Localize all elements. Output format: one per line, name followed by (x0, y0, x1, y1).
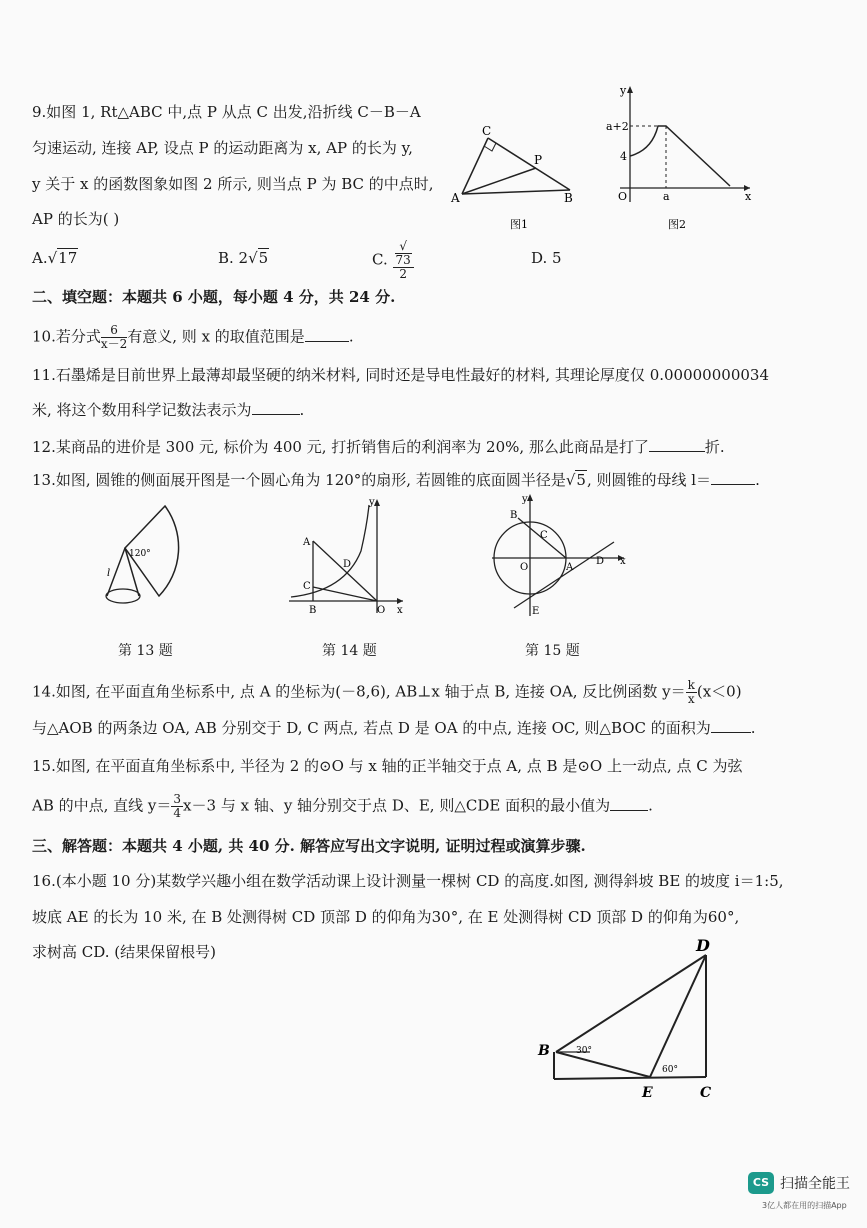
fig2-caption: 图2 (668, 218, 686, 231)
fig13-l: l (107, 568, 111, 579)
section-3-heading: 三、解答题：本题共 4 小题, 共 40 分. 解答应写出文字说明, 证明过程或演算步骤. (32, 837, 586, 855)
fig2-label-4: 4 (620, 150, 627, 163)
fig2-label-a: a (663, 190, 670, 203)
fig1-segment-ap (462, 168, 536, 194)
q11-line1: 11.石墨烯是目前世界上最薄却最坚硬的纳米材料, 同时还是导电性最好的材料, 其理论厚度仅 0.00000000034 (32, 366, 769, 384)
caption-14: 第 14 题 (322, 643, 377, 659)
fig13-cone (95, 500, 205, 615)
q11-line2: 米, 将这个数用科学记数法表示为 . (32, 401, 305, 419)
fig1-label-c: C (482, 124, 492, 138)
svg-text:30°: 30° (576, 1046, 592, 1056)
svg-text:D: D (596, 556, 605, 567)
svg-text:E: E (532, 606, 540, 617)
svg-text:D: D (696, 936, 710, 955)
q16-figure (530, 935, 730, 1105)
fig2-label-y: y (620, 84, 627, 97)
svg-text:x: x (620, 556, 626, 567)
fig1-segment-cb (488, 138, 570, 190)
q9-line4: AP 的长为( ) (32, 210, 120, 228)
q12: 12.某商品的进价是 300 元, 标价为 400 元, 打折销售后的利润率为 20%, 那么此商品是打了 折. (32, 438, 725, 456)
q16-line3: 求树高 CD. (结果保留根号) (32, 943, 216, 961)
svg-text:D: D (343, 559, 352, 570)
fig2-curve (630, 126, 730, 186)
svg-text:60°: 60° (662, 1065, 678, 1075)
scanner-logo: CS (748, 1172, 774, 1194)
caption-13: 第 13 题 (118, 643, 173, 659)
svg-text:E: E (642, 1085, 653, 1101)
svg-text:B: B (309, 605, 317, 616)
q10: 10.若分式 $\frac{6}{x-2}$ 有意义, 则 x 的取值范围是 . (32, 323, 354, 351)
svg-text:C: C (303, 581, 311, 592)
fig15-graph (488, 492, 628, 622)
q13: 13.如图, 圆锥的侧面展开图是一个圆心角为 120°的扇形, 若圆锥的底面圆半径是√5, 则圆锥的母线 l＝ . (32, 471, 760, 489)
q16-segment-be (556, 1052, 650, 1077)
q16-line2: 坡底 AE 的长为 10 米, 在 B 处测得树 CD 顶部 D 的仰角为30°, 在 E 处测得树 CD 顶部 D 的仰角为60°, (32, 908, 740, 926)
svg-text:O: O (520, 562, 529, 573)
q9-option-a: A.√17 (32, 249, 78, 267)
q9-figure-1 (448, 118, 588, 238)
fig2-label-x: x (745, 190, 752, 203)
scanner-app-name: 扫描全能王 (780, 1176, 850, 1192)
fig14-graph (285, 495, 410, 620)
svg-text:B: B (510, 510, 518, 521)
svg-text:A: A (566, 562, 574, 573)
caption-15: 第 15 题 (525, 643, 580, 659)
svg-text:B: B (538, 1043, 550, 1059)
svg-text:y: y (522, 494, 528, 505)
fig1-segment-ab (462, 190, 570, 194)
fig1-label-a: A (451, 191, 460, 205)
fig13-base (106, 589, 140, 603)
fig1-caption: 图1 (510, 218, 528, 231)
q15-line2: AB 的中点, 直线 y＝ $\frac{3}{4}$ x－3 与 x 轴、y 轴分别交于点 D、E, 则△CDE 面积的最小值为 . (32, 792, 653, 820)
q16-segment-ac (554, 1077, 706, 1079)
q9-option-d: D. 5 (531, 249, 562, 267)
q9-option-b: B. 2√5 (218, 249, 269, 267)
q16-line1: 16.(本小题 10 分)某数学兴趣小组在数学活动课上设计测量一棵树 CD 的高度.如图, 测得斜坡 BE 的坡度 i＝1:5, (32, 872, 784, 890)
scanner-tagline: 3亿人都在用的扫描App (762, 1201, 847, 1210)
svg-text:y: y (369, 497, 375, 508)
q14-line1: 14.如图, 在平面直角坐标系中, 点 A 的坐标为(－8,6), AB⊥x 轴于点 B, 连接 OA, 反比例函数 y＝ $\frac{k}{x}$ (x＜0) (32, 678, 742, 706)
fig15-line (514, 542, 614, 608)
q9-line3: y 关于 x 的函数图象如图 2 所示, 则当点 P 为 BC 的中点时, (32, 175, 434, 193)
fig2-label-o: O (618, 190, 628, 203)
section-2-heading: 二、填空题：本题共 6 小题，每小题 4 分，共 24 分. (32, 288, 396, 306)
svg-text:C: C (540, 530, 548, 541)
q15-line1: 15.如图, 在平面直角坐标系中, 半径为 2 的⊙O 与 x 轴的正半轴交于点 A, 点 B 是⊙O 上一动点, 点 C 为弦 (32, 757, 743, 775)
svg-text:C: C (700, 1085, 712, 1101)
q9-option-c: C. √ 73 2 (372, 240, 414, 281)
q14-line2: 与△AOB 的两条边 OA, AB 分别交于 D, C 两点, 若点 D 是 OA 的中点, 连接 OC, 则△BOC 的面积为 . (32, 719, 756, 737)
fig2-label-a2: a+2 (606, 120, 629, 133)
fig1-label-p: P (534, 153, 543, 167)
q9-line2: 匀速运动, 连接 AP, 设点 P 的运动距离为 x, AP 的长为 y, (32, 139, 413, 157)
svg-text:O: O (377, 605, 386, 616)
q9-figure-2 (600, 82, 760, 232)
svg-text:A: A (303, 537, 311, 548)
svg-text:x: x (397, 605, 403, 616)
fig13-angle: 120° (129, 549, 151, 559)
q9-line1: 9.如图 1, Rt△ABC 中,点 P 从点 C 出发,沿折线 C－B－A (32, 103, 421, 121)
fig1-label-b: B (564, 191, 573, 205)
